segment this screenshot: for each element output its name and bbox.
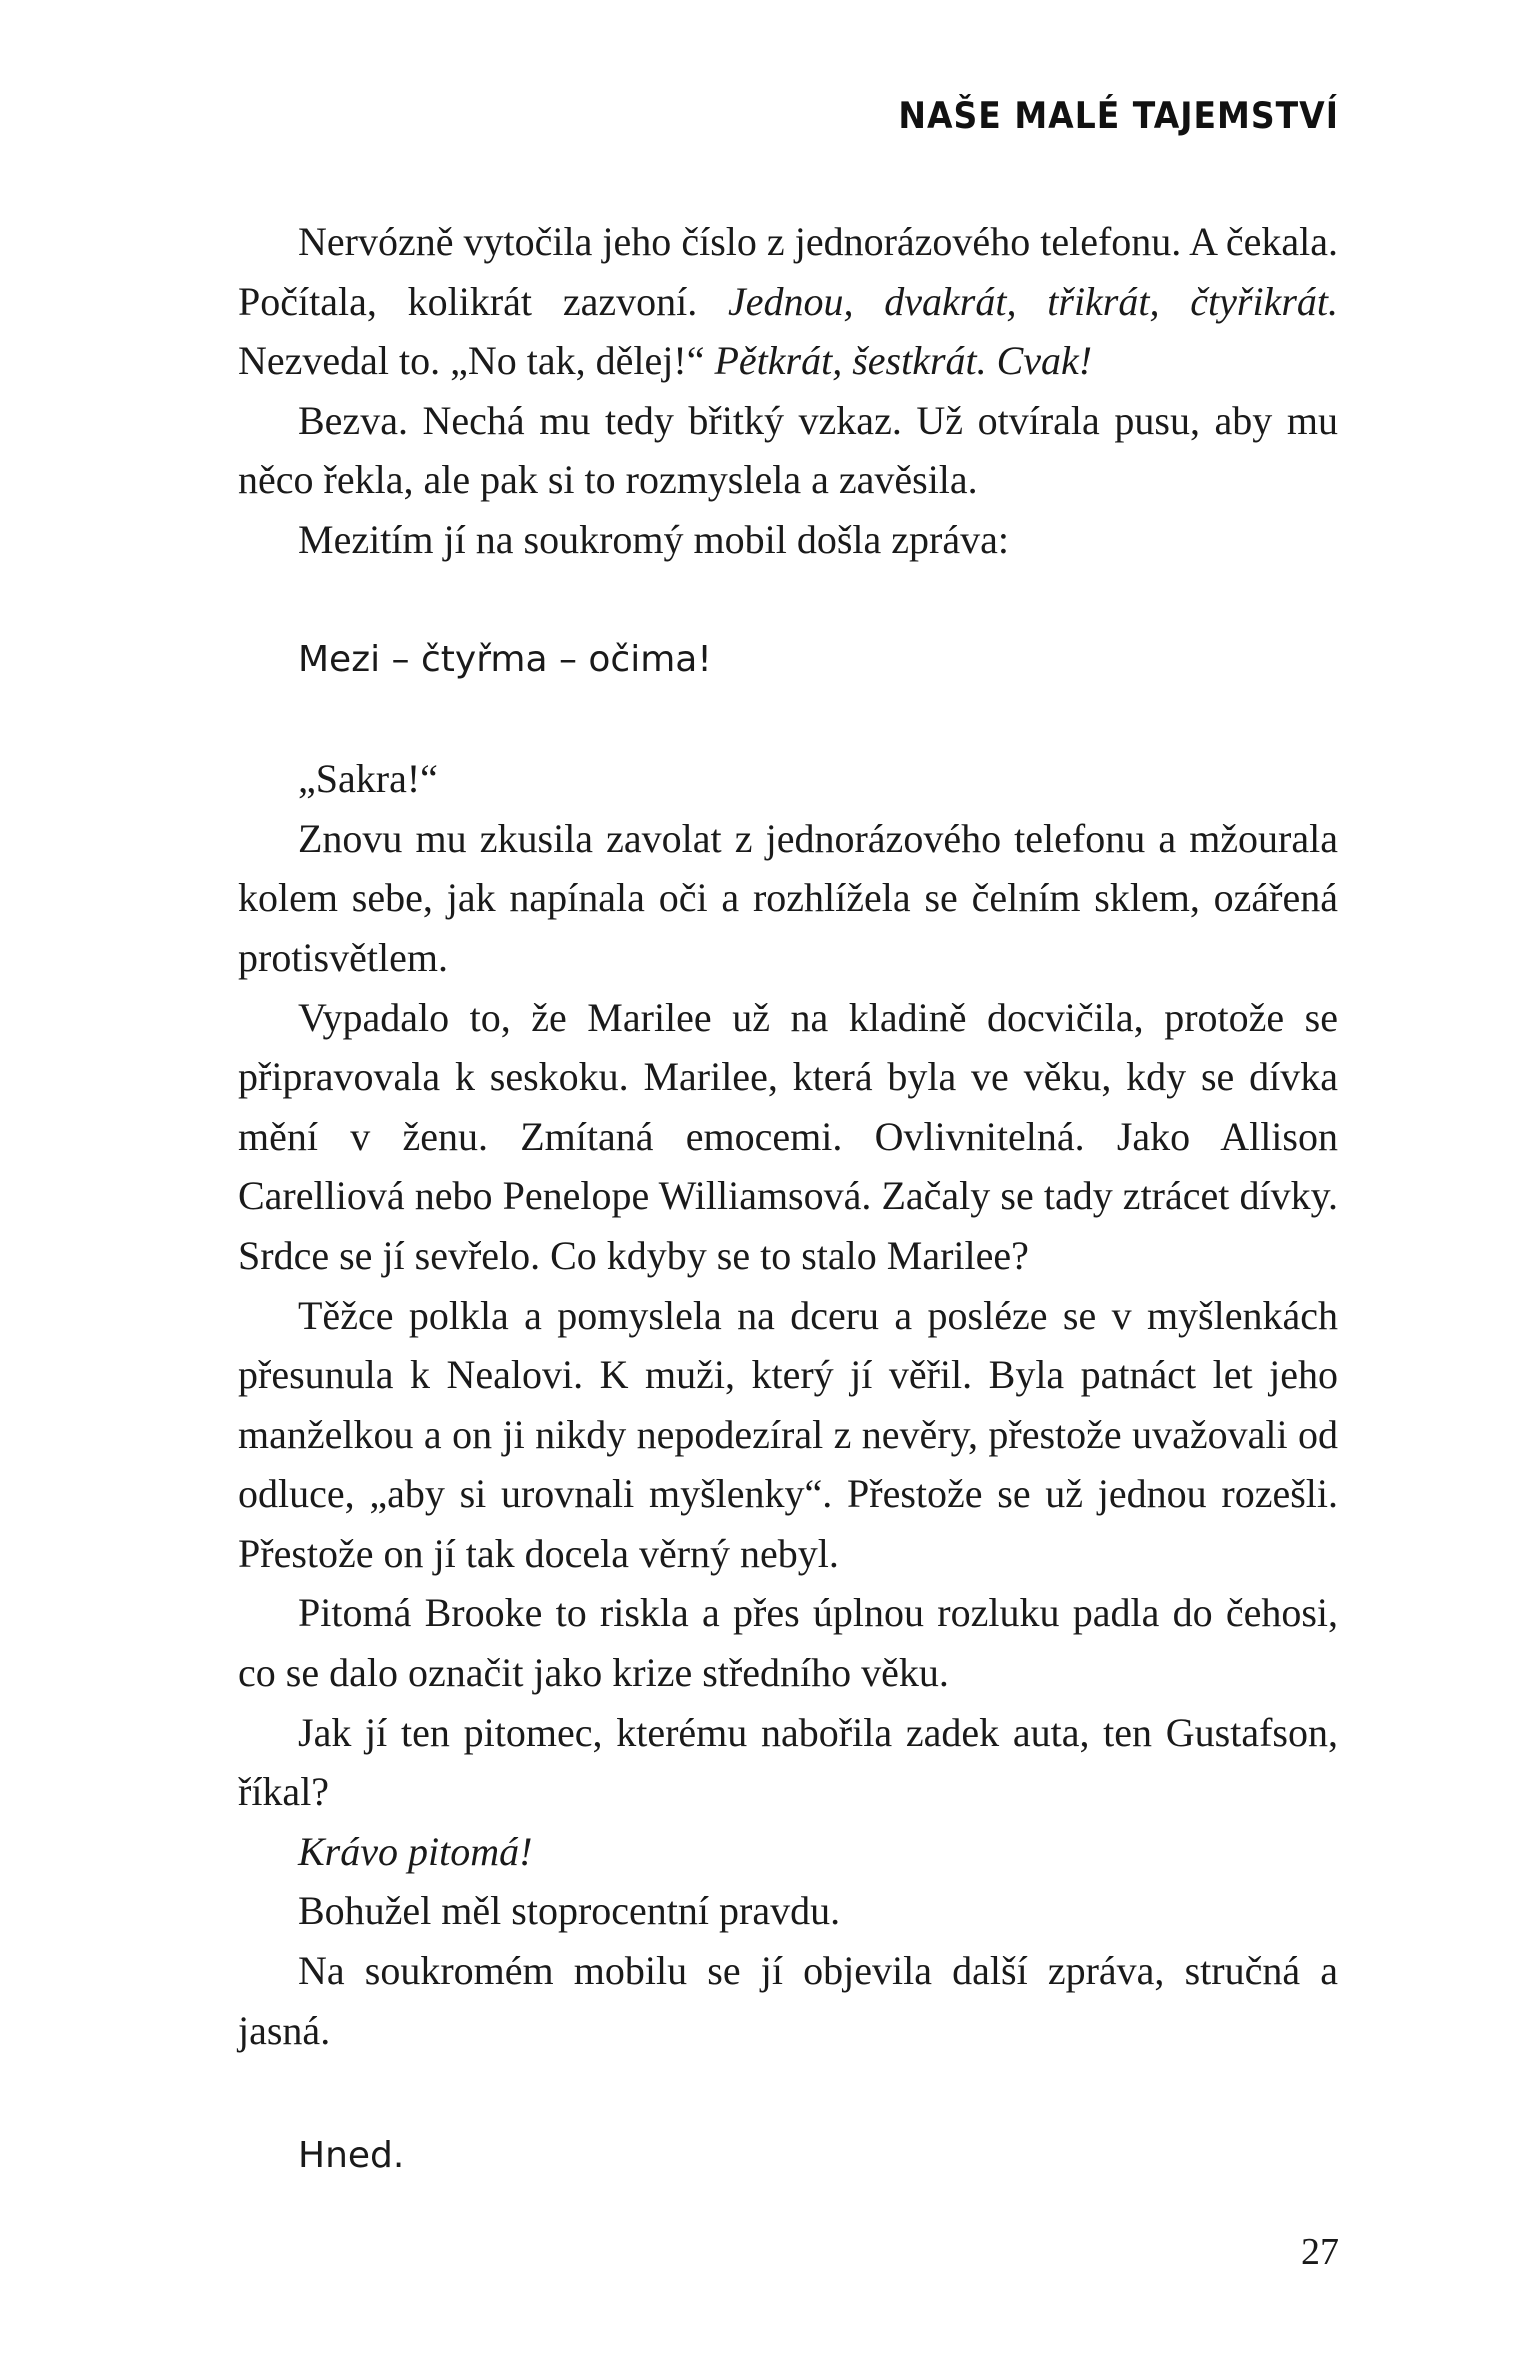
italic-run: Jednou, dvakrát, třikrát, čtyřikrát. xyxy=(728,278,1339,324)
spacer xyxy=(238,689,1338,749)
text-message: Hned. xyxy=(298,2135,405,2177)
paragraph xyxy=(238,212,1338,391)
paragraph xyxy=(238,1822,1338,1882)
paragraph: Mezitím jí na soukromý mobil došla zpráva: xyxy=(298,516,1009,562)
text-message: Mezi – čtyřma – očima! xyxy=(298,638,712,680)
paragraph: Pitomá Brooke to riskla a přes úplnou rozluku padla do čehosi, co se dalo označit jako krize středního věku. xyxy=(238,1590,1338,1696)
paragraph: Bezva. Nechá mu tedy břitký vzkaz. Už otvírala pusu, aby mu něco řekla, ale pak si to rozmyslela a zavěsila. xyxy=(238,397,1338,503)
paragraph: Těžce polkla a pomyslela na dceru a posléze se v myšlenkách přesunula k Nealovi. K muži, který jí věřil. Byla patnáct let jeho manželkou a on ji nikdy nepodezíral z nevěry, přestože uvažovali od odluce, „aby si urovnali myšlenky“. Přestože se už jednou rozešli. Přestože on jí tak docela věrný nebyl. xyxy=(238,1292,1338,1576)
running-header: NAŠE MALÉ TAJEMSTVÍ xyxy=(898,94,1339,137)
page-number: 27 xyxy=(1301,2231,1339,2273)
italic-run: Pětkrát, šestkrát. Cvak! xyxy=(714,338,1093,384)
spacer xyxy=(238,570,1338,630)
paragraph: Znovu mu zkusila zavolat z jednorázového telefonu a mžourala kolem sebe, jak napínala oči a rozhlížela se čelním sklem, ozářená protisvětlem. xyxy=(238,815,1338,980)
spacer xyxy=(238,2060,1338,2126)
paragraph: Vypadalo to, že Marilee už na kladině docvičila, protože se připravovala k seskoku. Marilee, která byla ve věku, kdy se dívka mění v ženu. Zmítaná emocemi. Ovlivnitelná. Jako Allison Carelliová nebo Penelope Williamsová. Začaly se tady ztrácet dívky. Srdce se jí sevřelo. Co kdyby se to stalo Marilee? xyxy=(238,994,1338,1278)
paragraph: Na soukromém mobilu se jí objevila další zpráva, stručná a jasná. xyxy=(238,1948,1338,2053)
paragraph: „Sakra!“ xyxy=(298,756,438,802)
italic-run: Krávo pitomá! xyxy=(298,1828,533,1874)
text-run: Nervózně vytočila jeho číslo z jednorázového telefonu. A čekala. Počítala, kolikrát zazvoní. xyxy=(238,219,1338,324)
page-body xyxy=(238,212,1338,2186)
text-run: Nezvedal to. „No tak, dělej!“ xyxy=(238,338,715,384)
paragraph: Bohužel měl stoprocentní pravdu. xyxy=(298,1888,841,1934)
paragraph: Jak jí ten pitomec, kterému nabořila zadek auta, ten Gustafson, říkal? xyxy=(238,1709,1338,1815)
